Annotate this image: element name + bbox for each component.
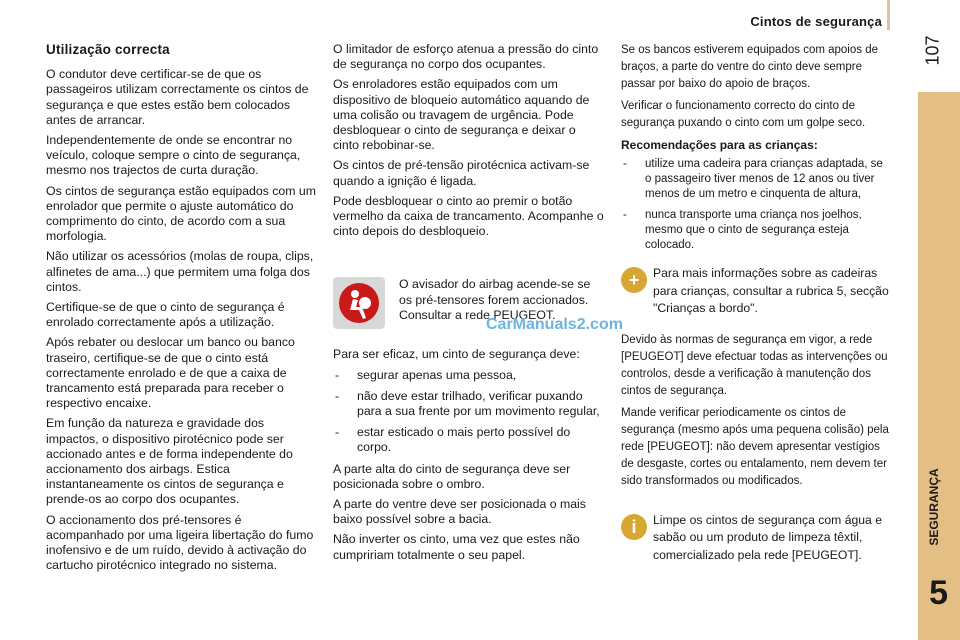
paragraph: Os enroladores estão equipados com um dispositivo de bloqueio automático aquando de uma colisão ou travagem de urgência. Pode desbloquear o cinto de segurança e deixar o cinto rebobinar-se. [333,77,590,153]
paragraph: Certifique-se de que o cinto de segurança é enrolado correctamente após a utilização. [46,300,285,330]
section-label: SEGURANÇA [927,468,941,546]
airbag-warning-notice [333,277,623,337]
belt-requirements-list [333,368,605,456]
info-icon: i [621,514,647,540]
paragraph: Em função da natureza e gravidade dos impactos, o dispositivo pirotécnico pode ser accionado antes e de forma independente do accionamento dos airbags. Estica instantaneamente os cintos de segurança e prende-os ao corpo dos ocupantes. [46,416,293,507]
paragraph: O limitador de esforço atenua a pressão do cinto de segurança no corpo dos ocupantes. [333,42,599,72]
paragraph: Pode desbloquear o cinto ao premir o botão vermelho da caixa de trancamento. Acompanhe o cinto depois do desbloqueio. [333,193,604,239]
chapter-number: 5 [929,574,948,612]
paragraph: Os cintos de segurança estão equipados com um enrolador que permite o ajuste automático do comprimento do cinto, de acordo com a sua morfologia. [46,183,317,244]
paragraph: Verificar o funcionamento correcto do cinto de segurança puxando o cinto com um golpe seco. [621,100,866,129]
column-3 [621,42,891,578]
list-item: - segurar apenas uma pessoa, [333,368,605,383]
paragraph: Mande verificar periodicamente os cintos de segurança (mesmo após uma pequena colisão) pela rede [PEUGEOT]: não devem apresentar vestígios de desgaste, cortes ou entalamento, nem devem ter sido transformados ou modificados. [621,406,889,487]
seated-person-icon [333,277,385,329]
cleaning-info-tip [621,512,891,565]
section-title: Utilização correcta [46,42,170,57]
airbag-notice-text: O avisador do airbag acende-se se os pré-tensores forem accionados. Consultar a rede PEUGEOT. [399,277,591,322]
paragraph: O accionamento dos pré-tensores é acompanhado por uma ligeira libertação do fumo inofensivo e de um ruído, devido à activação do cartucho pirotécnico integrado no sistema. [46,512,314,573]
paragraph: Independentemente de onde se encontrar no veículo, coloque sempre o cinto de segurança, mesmo nos trajectos de curta duração. [46,133,301,178]
paragraph: Devido às normas de segurança em vigor, a rede [PEUGEOT] deve efectuar todas as intervenções ou controlos, desde a verificação à manutenção dos cintos de segurança. [621,333,888,397]
paragraph: Os cintos de pré-tensão pirotécnica activam-se quando a ignição é ligada. [333,158,590,188]
page-number: 107 [922,35,943,66]
children-recommendations-list [621,157,891,253]
column-2 [333,42,623,568]
list-item: - estar esticado o mais perto possível do corpo. [333,425,605,455]
list-item: - utilize uma cadeira para crianças adaptada, se o passageiro tiver menos de 12 anos ou tiver menos de um metro e cinquenta de altura, [621,157,891,202]
page-header-title: Cintos de segurança [750,14,882,29]
more-info-tip [621,265,891,318]
paragraph: A parte alta do cinto de segurança deve ser posicionada sobre o ombro. [333,461,571,491]
paragraph: O condutor deve certificar-se de que os passageiros utilizam correctamente os cintos de segurança e que estes estão bem colocados antes de arrancar. [46,67,309,127]
paragraph: Se os bancos estiverem equipados com apoios de braços, a parte do ventre do cinto deve sempre passar por baixo do apoio de braços. [621,44,878,90]
paragraph: Não inverter os cinto, uma vez que estes não cumpririam totalmente o seu papel. [333,532,580,562]
watermark-text: CarManuals2.com [486,316,623,334]
paragraph: Não utilizar os acessórios (molas de roupa, clips, alfinetes de ama...) que permitem uma folga dos cintos. [46,249,314,294]
list-item: - nunca transporte uma criança nos joelhos, mesmo que o cinto de segurança esteja colocado. [621,208,891,253]
paragraph: A parte do ventre deve ser posicionada o mais baixo possível sobre a bacia. [333,497,586,527]
list-item: - não deve estar trilhado, verificar puxando para a sua frente por um movimento regular, [333,389,605,419]
children-recommendations-title: Recomendações para as crianças: [621,138,818,152]
header-rule [887,0,890,30]
paragraph: Após rebater ou deslocar um banco ou banco traseiro, certifique-se de que o cinto está correctamente enrolado e de que a caixa de trancamento está preparada para receber o respectivo encaixe. [46,335,295,411]
tip-text: Limpe os cintos de segurança com água e sabão ou um produto de limpeza têxtil, comercializado pela rede [PEUGEOT]. [653,512,882,562]
tip-text: Para mais informações sobre as cadeiras para crianças, consultar a rubrica 5, secção "Crianças a bordo". [653,266,889,316]
column-1 [46,42,316,579]
plus-icon: + [621,267,647,293]
paragraph: Para ser eficaz, um cinto de segurança deve: [333,347,580,362]
airbag-warning-icon [333,277,385,329]
